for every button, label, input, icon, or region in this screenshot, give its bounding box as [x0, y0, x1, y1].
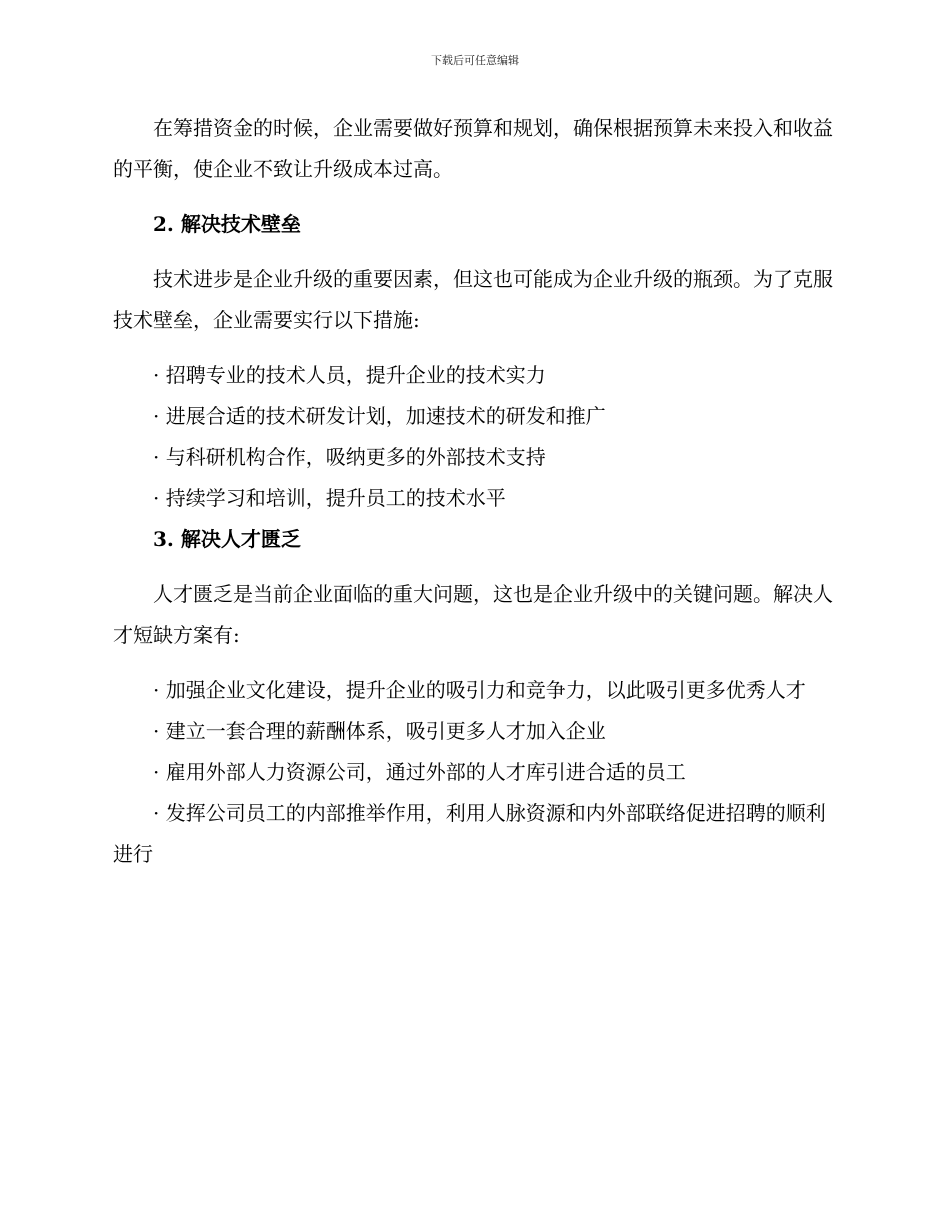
page-header: 下载后可任意编辑: [431, 54, 519, 67]
bullet-talent-4: · 发挥公司员工的内部推举作用，利用人脉资源和内外部联络促进招聘的顺利进行: [113, 801, 826, 866]
bullet-tech-2: · 进展合适的技术研发计划，加速技术的研发和推广: [153, 404, 606, 428]
bullet-tech-4: · 持续学习和培训，提升员工的技术水平: [153, 486, 506, 510]
document-body: [113, 108, 833, 875]
bullet-talent-2: · 建立一套合理的薪酬体系，吸引更多人才加入企业: [153, 719, 606, 743]
bullet-talent-1: · 加强企业文化建设，提升企业的吸引力和竞争力，以此吸引更多优秀人才: [153, 678, 806, 702]
heading-talent-shortage: 3. 解决人才匮乏: [153, 527, 301, 551]
bullet-tech-1: · 招聘专业的技术人员，提升企业的技术实力: [153, 363, 546, 387]
heading-tech-barrier: 2. 解决技术壁垒: [153, 212, 301, 236]
paragraph-funding: 在筹措资金的时候，企业需要做好预算和规划，确保根据预算未来投入和收益的平衡，使企业不致让升级成本过高。: [113, 116, 833, 181]
bullet-talent-3: · 雇用外部人力资源公司，通过外部的人才库引进合适的员工: [153, 760, 686, 784]
paragraph-talent-intro: 人才匮乏是当前企业面临的重大问题，这也是企业升级中的关键问题。解决人才短缺方案有:: [113, 582, 833, 647]
paragraph-tech-intro: 技术进步是企业升级的重要因素，但这也可能成为企业升级的瓶颈。为了克服技术壁垒，企业需要实行以下措施:: [113, 267, 833, 332]
bullet-tech-3: · 与科研机构合作，吸纳更多的外部技术支持: [153, 445, 546, 469]
